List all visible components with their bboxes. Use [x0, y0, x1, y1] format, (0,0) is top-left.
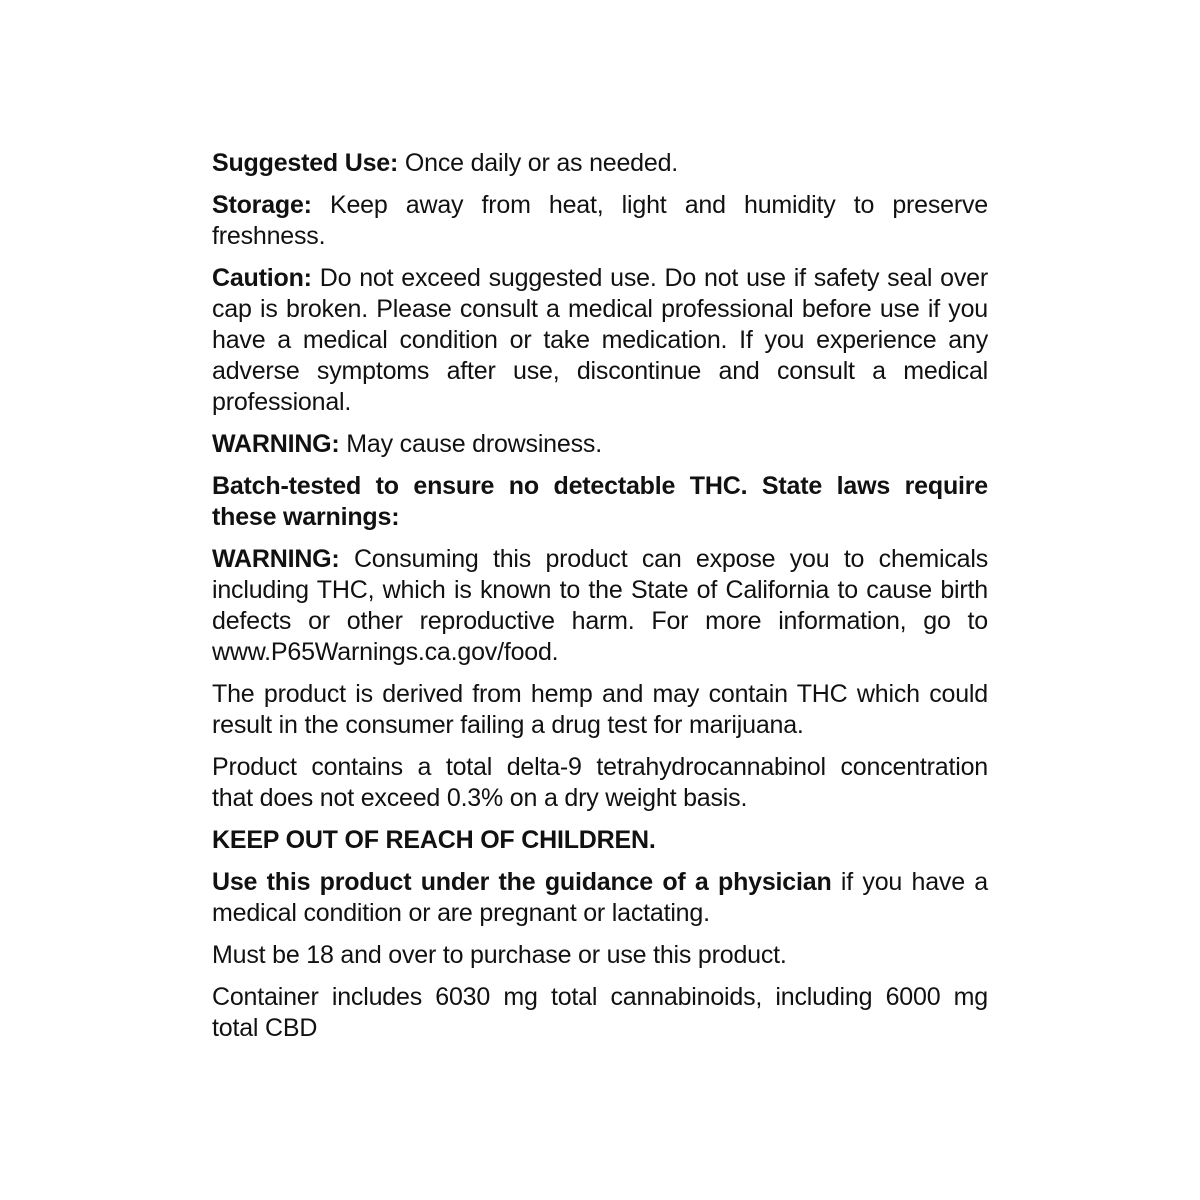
paragraph-bold-lead: Caution: — [212, 264, 312, 292]
paragraph-body: Once daily or as needed. — [398, 149, 679, 177]
label-text — [212, 148, 988, 1055]
paragraph-body: Container includes 6030 mg total cannabinoids, including 6000 mg total CBD — [212, 983, 988, 1042]
paragraph-bold-lead: WARNING: — [212, 545, 340, 573]
label-paragraph — [212, 982, 988, 1044]
label-paragraph — [212, 429, 988, 460]
paragraph-body: The product is derived from hemp and may contain THC which could result in the consumer failing a drug test for marijuana. — [212, 680, 988, 739]
paragraph-body: Consuming this product can expose you to chemicals including THC, which is known to the State of California to cause birth defects or other reproductive harm. For more information, go to www.P65Warnings.ca.gov/food. — [212, 545, 988, 666]
label-paragraph — [212, 544, 988, 668]
paragraph-body: Must be 18 and over to purchase or use this product. — [212, 941, 787, 969]
paragraph-body: Keep away from heat, light and humidity to preserve freshness. — [212, 191, 988, 250]
label-paragraph — [212, 263, 988, 418]
paragraph-bold-lead: WARNING: — [212, 430, 340, 458]
paragraph-body: if you have a medical condition or are pregnant or lactating. — [212, 868, 988, 927]
label-paragraph — [212, 471, 988, 533]
paragraph-bold-lead: KEEP OUT OF REACH OF CHILDREN. — [212, 826, 656, 854]
label-paragraph — [212, 148, 988, 179]
label-paragraph — [212, 752, 988, 814]
paragraph-body: May cause drowsiness. — [339, 430, 602, 458]
label-paragraph — [212, 190, 988, 252]
paragraph-bold-lead: Batch-tested to ensure no detectable THC. State laws require these warnings: — [212, 472, 988, 531]
paragraph-bold-lead: Storage: — [212, 191, 312, 219]
paragraph-bold-lead: Use this product under the guidance of a physician — [212, 868, 832, 896]
paragraph-bold-lead: Suggested Use: — [212, 149, 399, 177]
label-paragraph — [212, 679, 988, 741]
label-paragraph — [212, 867, 988, 929]
label-paragraph — [212, 825, 988, 856]
paragraph-body: Product contains a total delta-9 tetrahydrocannabinol concentration that does not exceed 0.3% on a dry weight basis. — [212, 753, 988, 812]
paragraph-body: Do not exceed suggested use. Do not use if safety seal over cap is broken. Please consult a medical professional before use if you have a medical condition or take medication. If you experience any adverse symptoms after use, discontinue and consult a medical professional. — [212, 264, 988, 416]
label-paragraph — [212, 940, 988, 971]
